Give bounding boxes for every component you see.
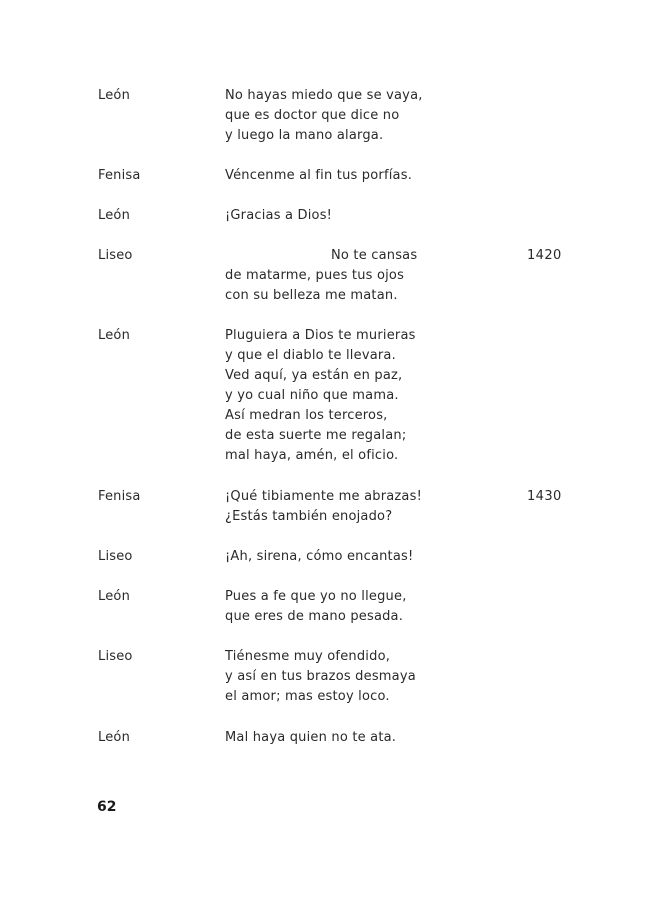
verse-line: con su belleza me matan. <box>225 288 398 303</box>
verse-line: No te cansas <box>331 248 418 263</box>
verse-line: y que el diablo te llevara. <box>225 348 396 363</box>
speaker-name: Liseo <box>98 248 133 263</box>
speaker-name: León <box>98 88 131 103</box>
verse-group <box>225 587 407 627</box>
verse-group <box>225 547 413 567</box>
verse-line: Ved aquí, ya están en paz, <box>225 368 403 383</box>
verse-line: de esta suerte me regalan; <box>225 428 407 443</box>
speaker-name: León <box>98 328 131 343</box>
verse-line-number: 1430 <box>527 489 562 504</box>
verse-group <box>225 246 417 306</box>
verse-group <box>225 166 412 186</box>
verse-line: de matarme, pues tus ojos <box>225 268 405 283</box>
verse-group <box>225 728 396 748</box>
verse-line: el amor; mas estoy loco. <box>225 689 390 704</box>
verse-line: Tiénesme muy ofendido, <box>225 649 391 664</box>
verse-group <box>225 647 416 707</box>
verse-line: mal haya, amén, el oficio. <box>225 448 399 463</box>
verse-line: que eres de mano pesada. <box>225 609 404 624</box>
verse-line: No hayas miedo que se vaya, <box>225 88 423 103</box>
verse-line-number: 1420 <box>527 248 562 263</box>
verse-line: Mal haya quien no te ata. <box>225 730 397 745</box>
verse-line: ¡Qué tibiamente me abrazas! <box>225 489 422 504</box>
speaker-name: León <box>98 730 131 745</box>
verse-line: y así en tus brazos desmaya <box>225 669 416 684</box>
page-number: 62 <box>97 799 117 815</box>
verse-line: que es doctor que dice no <box>225 108 400 123</box>
verse-line: ¿Estás también enojado? <box>225 509 393 524</box>
verse-group <box>225 206 332 226</box>
verse-group <box>225 487 422 527</box>
speaker-name: León <box>98 208 131 223</box>
speaker-name: Fenisa <box>98 168 141 183</box>
speaker-name: León <box>98 589 131 604</box>
verse-line: Pluguiera a Dios te murieras <box>225 328 416 343</box>
speaker-name: Liseo <box>98 649 133 664</box>
verse-group <box>225 326 416 466</box>
verse-line: ¡Gracias a Dios! <box>225 208 333 223</box>
verse-group <box>225 86 423 146</box>
verse-line: y yo cual niño que mama. <box>225 388 399 403</box>
verse-line: ¡Ah, sirena, cómo encantas! <box>225 549 414 564</box>
verse-line: Pues a fe que yo no llegue, <box>225 589 407 604</box>
verse-line: Véncenme al fin tus porfías. <box>225 168 413 183</box>
speaker-name: Liseo <box>98 549 133 564</box>
speaker-name: Fenisa <box>98 489 141 504</box>
verse-line: Así medran los terceros, <box>225 408 388 423</box>
verse-line: y luego la mano alarga. <box>225 128 384 143</box>
